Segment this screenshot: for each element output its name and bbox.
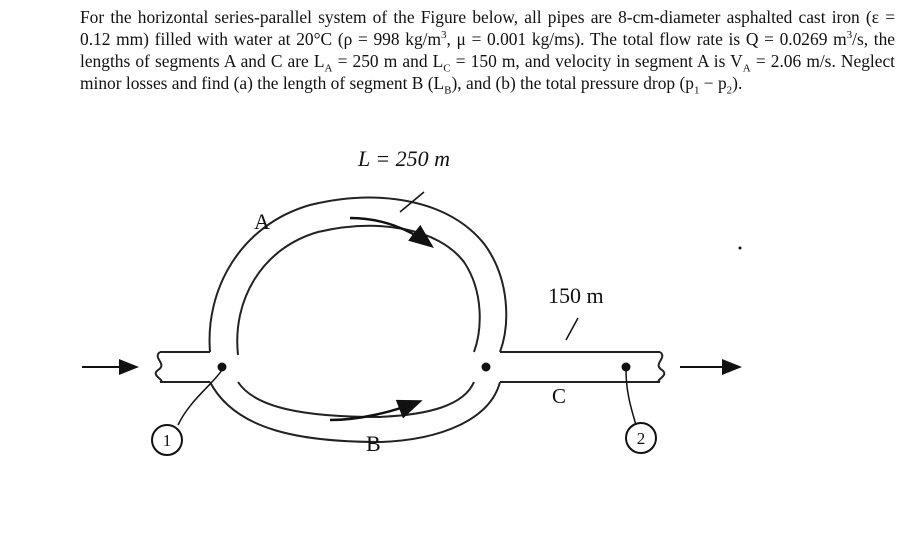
length-a-label: L = 250 m: [358, 146, 451, 171]
segment-c-label: C: [552, 384, 567, 408]
stray-dot: [739, 247, 742, 250]
problem-statement: For the horizontal series-parallel system of the Figure below, all pipes are 8-cm-diameter asphalted cast iron (ε = 0.12 mm) filled with water at 20°C (ρ = 998 $kg/m^3$, μ = 0.001 kg/ms). The total flow rate is Q = 0.0269 $m^3/s$, the lengths of segments A and C are $L_A = 250$ m and $L_C = 150$ m, and velocity in segment A is $V_A = 2.06$ m/s. Neglect minor losses and find (a) the length of segment B $(L_B)$, and (b) the total pressure drop $(p_1 - p_2)$.: [80, 7, 896, 97]
segment-c-pipe: [500, 352, 664, 382]
point-2-label: 2: [636, 429, 646, 448]
length-c-label: 150 m: [548, 283, 604, 308]
leader-line-1: [178, 370, 222, 425]
segment-a-label: A: [254, 209, 270, 234]
junction-outlet-dot: [482, 363, 491, 372]
leader-line-2: [626, 370, 636, 425]
parallel-loop-inner-wall: [237, 226, 479, 417]
point-1-label: 1: [162, 431, 172, 450]
parallel-loop-outer-wall: [210, 198, 507, 442]
leader-line-c: [566, 318, 578, 340]
leader-line-a: [400, 192, 424, 212]
segment-b-label: B: [366, 431, 381, 456]
